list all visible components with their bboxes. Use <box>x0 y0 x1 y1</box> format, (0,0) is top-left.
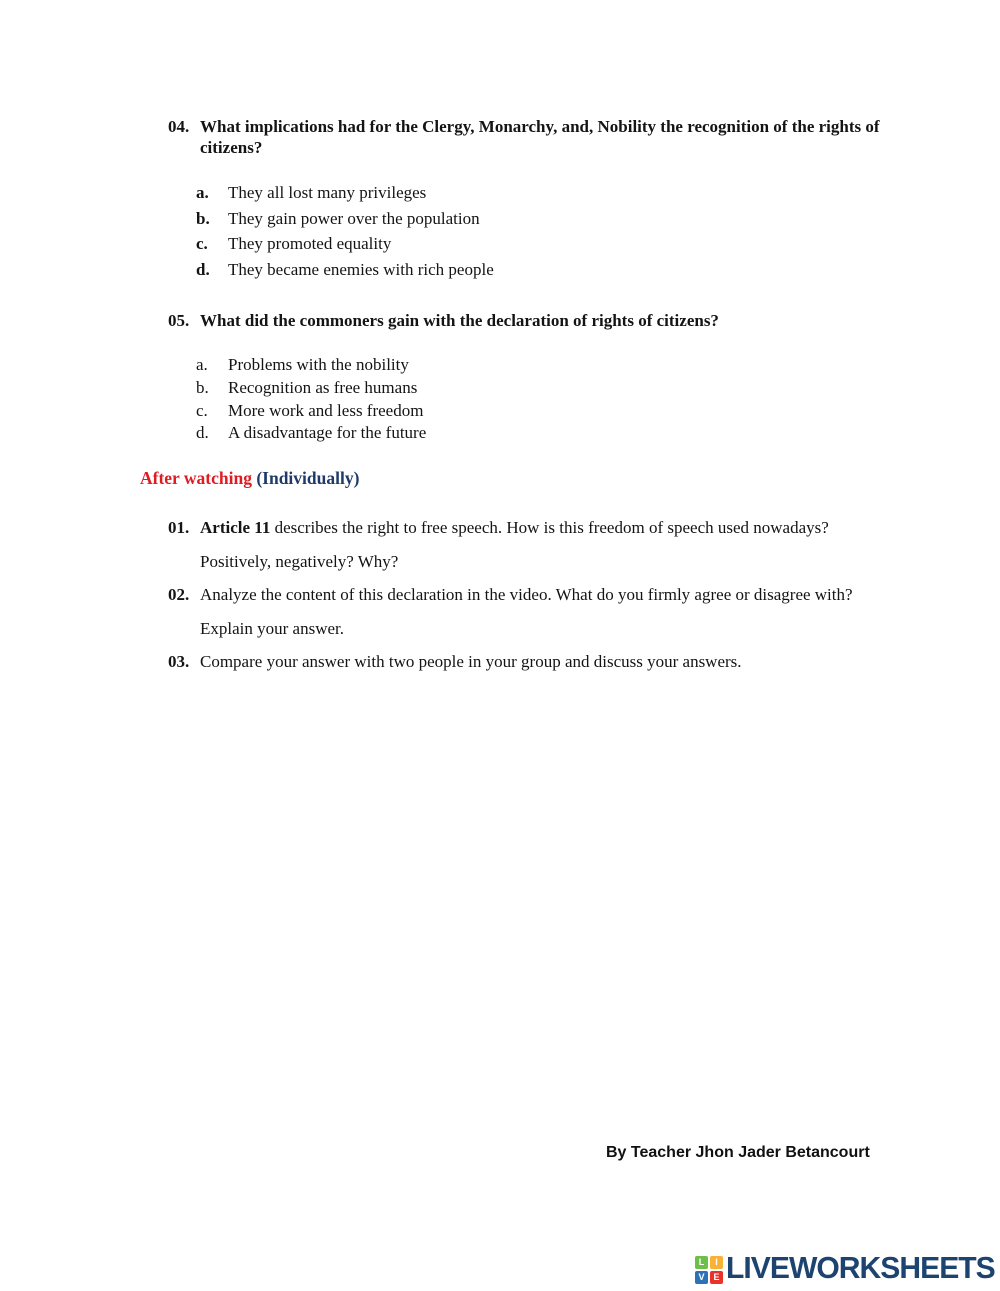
option-04-a[interactable] <box>196 183 816 209</box>
option-letter: b. <box>196 377 209 397</box>
after-watching-mode-label: (Individually) <box>256 468 360 488</box>
option-text: Problems with the nobility <box>228 355 409 374</box>
task-01-text: describes the right to free speech. How is this freedom of speech used nowadays? Positively, negatively? Why? <box>200 518 829 571</box>
task-01-bold-lead: Article 11 <box>200 518 271 537</box>
option-letter: c. <box>196 234 208 254</box>
option-letter: b. <box>196 208 210 228</box>
option-text: They became enemies with rich people <box>228 259 494 279</box>
option-04-c[interactable] <box>196 234 816 260</box>
task-03-text: Compare your answer with two people in your group and discuss your answers. <box>200 652 742 671</box>
task-02 <box>168 578 862 645</box>
after-watching-heading <box>140 468 359 489</box>
liveworksheets-logo[interactable] <box>695 1250 1000 1286</box>
liveworksheets-tiles-icon <box>695 1252 723 1284</box>
question-05-text: What did the commoners gain with the declaration of rights of citizens? <box>200 311 719 330</box>
option-letter: a. <box>196 355 208 374</box>
task-02-text: Analyze the content of this declaration in the video. What do you firmly agree or disagree with? Explain your answer. <box>200 585 853 638</box>
option-04-b[interactable] <box>196 209 816 235</box>
option-text: Recognition as free humans <box>228 377 418 397</box>
option-05-c[interactable] <box>196 401 816 424</box>
task-01-number: 01. <box>168 518 190 537</box>
logo-tile-v: V <box>695 1271 708 1284</box>
teacher-byline: By Teacher Jhon Jader Betancourt <box>606 1144 870 1161</box>
option-text: They gain power over the population <box>228 208 480 228</box>
question-05-number: 05. <box>168 311 190 330</box>
option-text: A disadvantage for the future <box>228 423 427 443</box>
option-text: They promoted equality <box>228 234 392 254</box>
task-02-number: 02. <box>168 585 190 604</box>
task-01 <box>168 511 862 578</box>
logo-tile-l: L <box>695 1256 708 1269</box>
task-03 <box>168 645 862 679</box>
logo-tile-e: E <box>710 1271 723 1284</box>
option-letter: c. <box>196 400 208 420</box>
task-03-number: 03. <box>168 652 190 671</box>
question-04 <box>168 116 912 158</box>
option-05-d[interactable] <box>196 423 816 446</box>
option-05-a[interactable] <box>196 355 816 378</box>
liveworksheets-wordmark: LIVEWORKSHEETS <box>726 1250 995 1285</box>
after-watching-label: After watching <box>140 468 252 488</box>
option-letter: d. <box>196 423 209 443</box>
question-04-text: What implications had for the Clergy, Monarchy, and, Nobility the recognition of the rights of citizens? <box>200 117 880 157</box>
option-05-b[interactable] <box>196 378 816 401</box>
logo-tile-i: I <box>710 1256 723 1269</box>
question-04-number: 04. <box>168 117 190 136</box>
option-04-d[interactable] <box>196 260 816 286</box>
question-04-options <box>196 183 816 285</box>
option-text: They all lost many privileges <box>228 183 427 202</box>
after-watching-tasks <box>168 511 862 679</box>
option-letter: a. <box>196 183 209 202</box>
option-letter: d. <box>196 259 210 279</box>
question-05-options <box>196 355 816 446</box>
option-text: More work and less freedom <box>228 400 424 420</box>
question-05 <box>168 310 912 331</box>
